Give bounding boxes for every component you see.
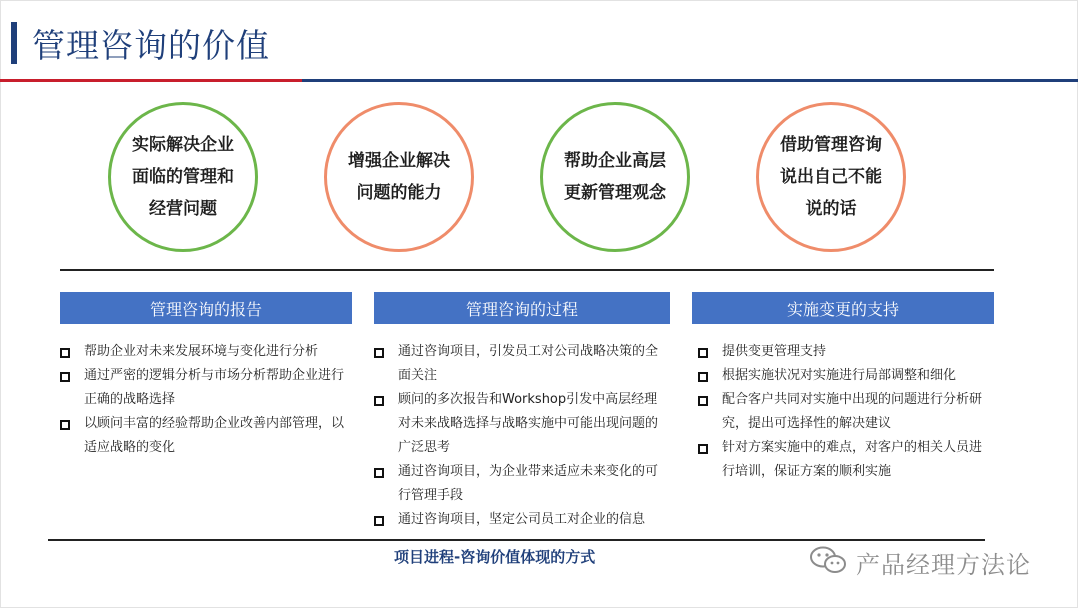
checkbox-bullet-icon	[374, 516, 384, 526]
list-item-text: 针对方案实施中的难点，对客户的相关人员进行培训，保证方案的顺利实施	[722, 440, 983, 479]
value-circle-2	[324, 102, 474, 252]
list-item-text: 顾问的多次报告和Workshop引发中高层经理对未来战略选择与战略实施中可能出现问题的广泛思考	[398, 392, 659, 455]
list-item-text: 通过咨询项目，引发员工对公司战略决策的全面关注	[398, 344, 659, 383]
value-circle-text: 增强企业解决问题的能力	[348, 151, 450, 203]
list-item	[696, 364, 988, 388]
bullet-list-support	[696, 340, 988, 484]
value-circle-3	[540, 102, 690, 252]
section-divider	[60, 269, 994, 271]
value-circle-text: 借助管理咨询说出自己不能说的话	[780, 135, 882, 219]
list-item-text: 帮助企业对未来发展环境与变化进行分析	[84, 344, 319, 359]
list-item	[58, 364, 348, 412]
checkbox-bullet-icon	[698, 348, 708, 358]
list-item	[696, 388, 988, 436]
checkbox-bullet-icon	[60, 348, 70, 358]
title-underline-red	[0, 79, 302, 82]
list-item	[372, 508, 668, 532]
bullet-list-report	[58, 340, 348, 460]
checkbox-bullet-icon	[698, 444, 708, 454]
list-item-text: 以顾问丰富的经验帮助企业改善内部管理，以适应战略的变化	[84, 416, 345, 455]
list-item	[372, 340, 668, 388]
value-circle-1	[108, 102, 258, 252]
checkbox-bullet-icon	[374, 348, 384, 358]
checkbox-bullet-icon	[374, 396, 384, 406]
footer-divider	[48, 539, 985, 541]
column-header-support: 实施变更的支持	[692, 292, 994, 324]
list-item-text: 配合客户共同对实施中出现的问题进行分析研究，提出可选择性的解决建议	[722, 392, 983, 431]
list-item	[696, 340, 988, 364]
checkbox-bullet-icon	[60, 372, 70, 382]
checkbox-bullet-icon	[698, 396, 708, 406]
title-accent-bar	[11, 22, 17, 64]
page-title: 管理咨询的价值	[32, 26, 270, 65]
column-header-report: 管理咨询的报告	[60, 292, 352, 324]
list-item-text: 通过咨询项目，为企业带来适应未来变化的可行管理手段	[398, 464, 659, 503]
checkbox-bullet-icon	[374, 468, 384, 478]
checkbox-bullet-icon	[698, 372, 708, 382]
value-circle-4	[756, 102, 906, 252]
value-circle-text: 帮助企业高层更新管理观念	[564, 151, 666, 203]
title-underline-blue	[302, 79, 1078, 82]
list-item	[372, 388, 668, 460]
watermark	[808, 546, 1031, 578]
list-item-text: 提供变更管理支持	[722, 344, 827, 359]
column-header-process: 管理咨询的过程	[374, 292, 670, 324]
list-item-text: 通过严密的逻辑分析与市场分析帮助企业进行正确的战略选择	[84, 368, 345, 407]
list-item	[58, 412, 348, 460]
list-item-text: 通过咨询项目，坚定公司员工对企业的信息	[398, 512, 646, 527]
list-item	[58, 340, 348, 364]
watermark-text: 产品经理方法论	[856, 550, 1031, 579]
checkbox-bullet-icon	[60, 420, 70, 430]
value-circle-text: 实际解决企业面临的管理和经营问题	[132, 135, 234, 219]
list-item-text: 根据实施状况对实施进行局部调整和细化	[722, 368, 957, 383]
wechat-icon	[808, 545, 848, 579]
list-item	[372, 460, 668, 508]
list-item	[696, 436, 988, 484]
footer-caption: 项目进程-咨询价值体现的方式	[394, 548, 596, 566]
bullet-list-process	[372, 340, 668, 532]
